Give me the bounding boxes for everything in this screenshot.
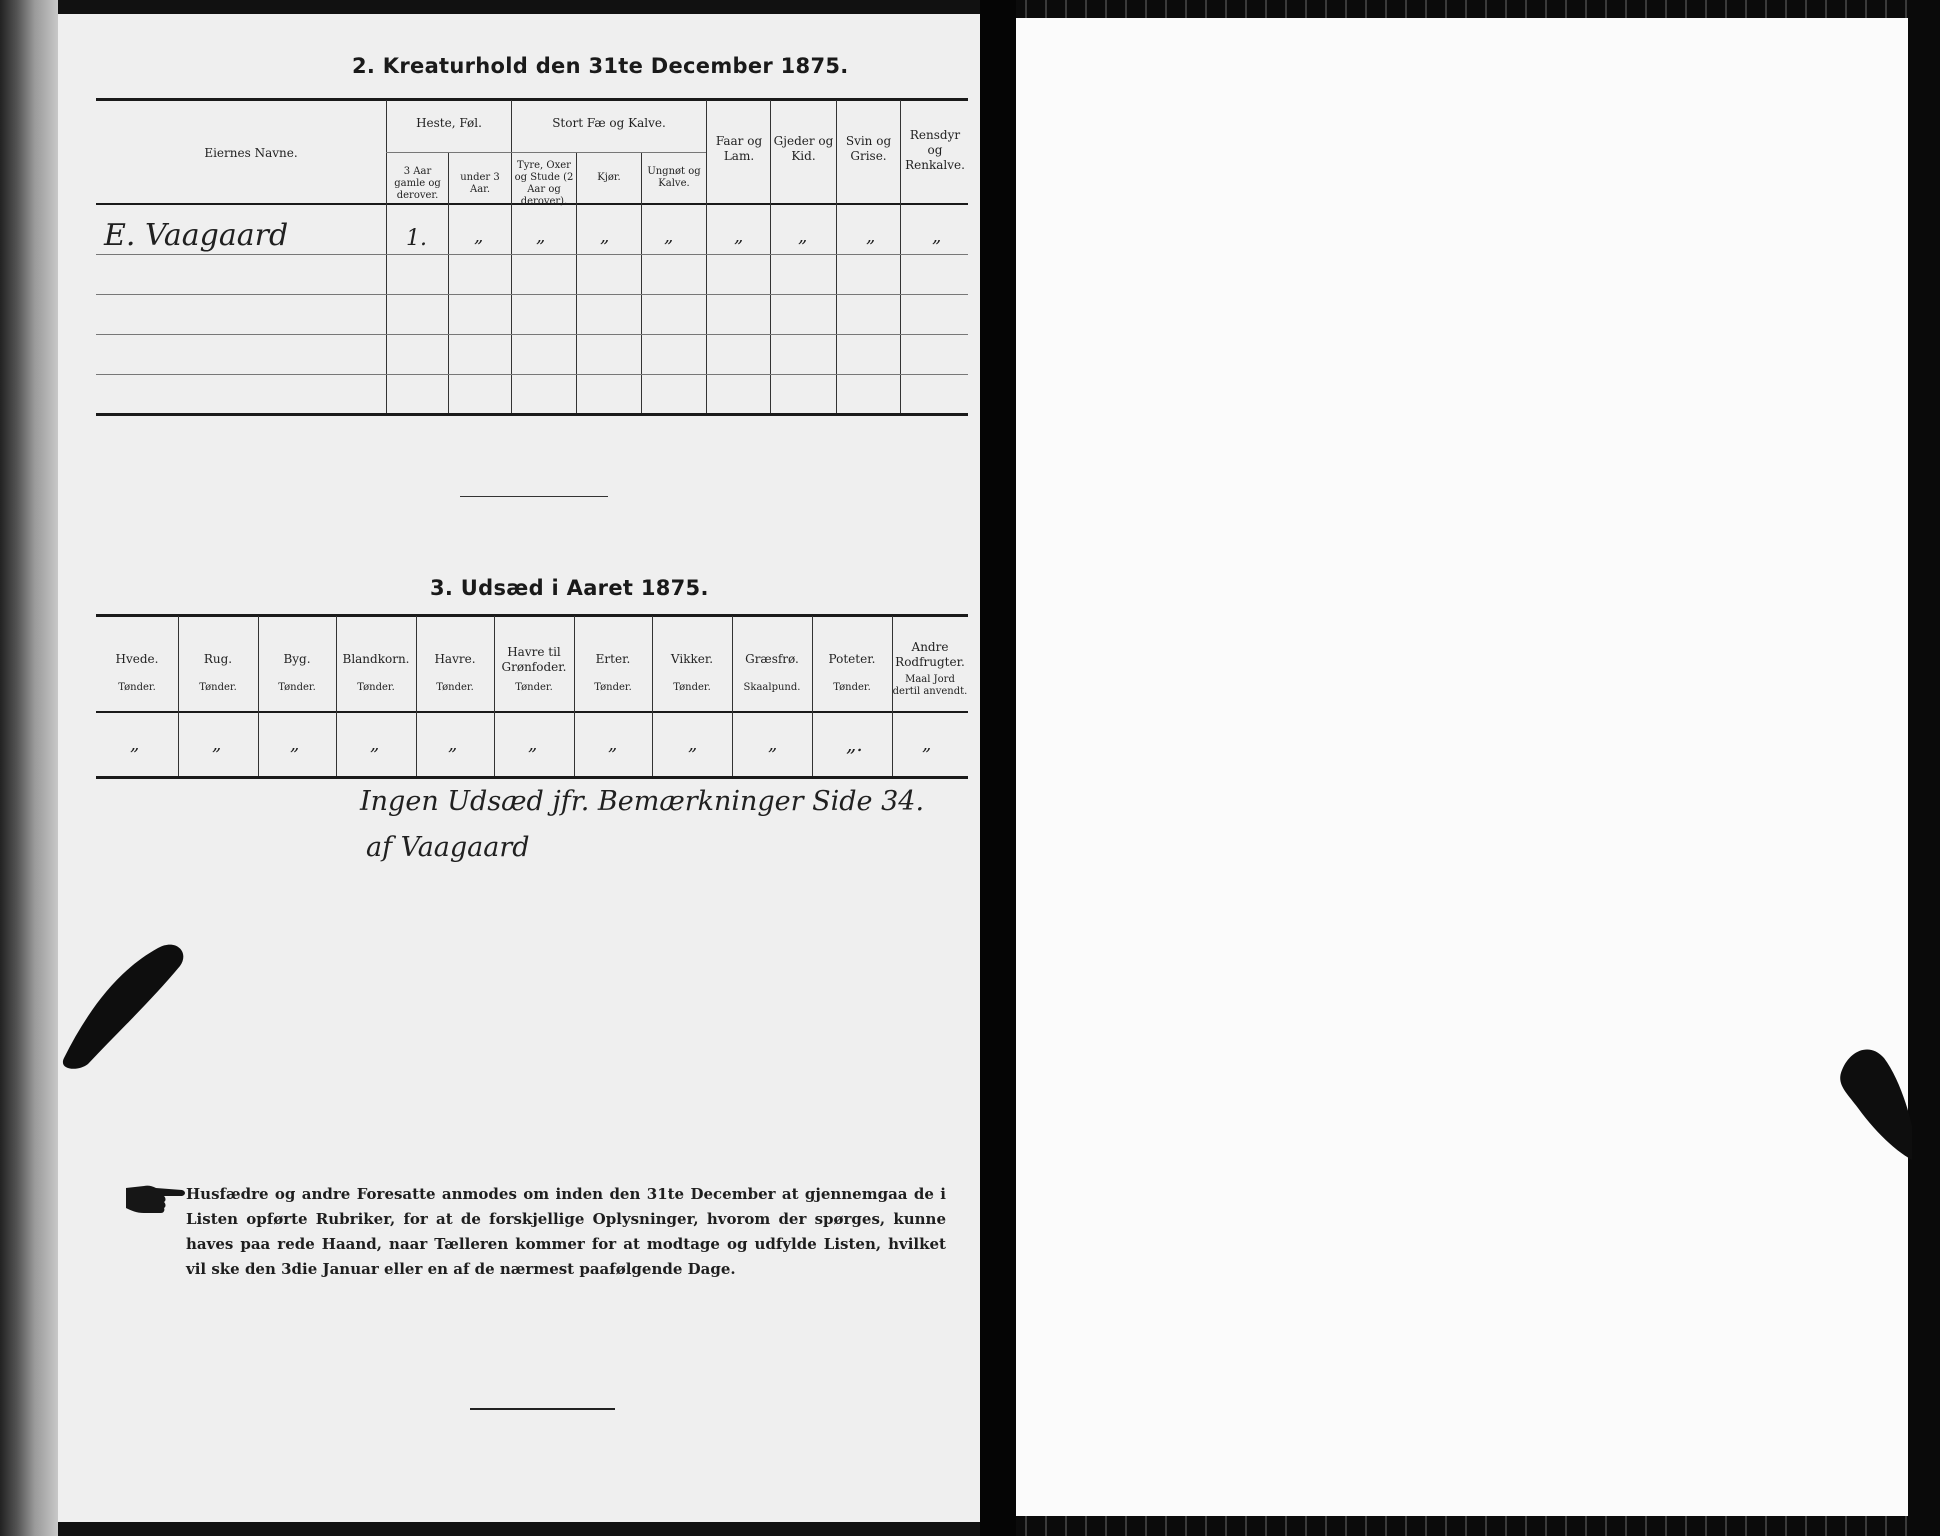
s3-unit-other-roots: Maal Jord dertil anvendt. (892, 674, 968, 697)
col-header-cattle-group: Stort Fæ og Kalve. (552, 116, 666, 130)
s3-col-line (258, 616, 259, 776)
s3-col-green-oats: Havre til Grønfoder. (501, 645, 567, 674)
s3-col-grass-seed: Græsfrø. (745, 652, 799, 666)
s2-row-line (96, 294, 968, 295)
s3-unit-mixed-grain: Tønder. (357, 682, 395, 693)
owner-name-handwritten: E. Vaagaard (104, 218, 289, 253)
section2-bottom-rule (96, 413, 968, 416)
page-gutter (980, 0, 1016, 1536)
s3-value-grass-seed: „ (768, 734, 778, 755)
s3-col-vetch: Vikker. (670, 652, 714, 666)
col-header-pigs: Svin og Grise. (845, 134, 892, 163)
section3-title: 3. Udsæd i Aaret 1875. (430, 576, 709, 600)
page-tab-marker (58, 940, 188, 1070)
cows-value: „ (600, 226, 610, 247)
s3-unit-vetch: Tønder. (673, 682, 711, 693)
section3-bottom-rule (96, 776, 968, 779)
scan-border-right (1908, 0, 1940, 1536)
s3-unit-grass-seed: Skaalpund. (743, 682, 801, 693)
s2-row-line (96, 334, 968, 335)
s3-col-line (178, 616, 179, 776)
s2-subheader-line (511, 152, 706, 153)
s2-row-line (96, 254, 968, 255)
s3-col-wheat: Hvede. (115, 652, 159, 666)
s3-value-oats: „ (448, 734, 458, 755)
col-header-cows: Kjør. (597, 172, 621, 183)
s3-col-barley: Byg. (283, 652, 311, 666)
s3-col-other-roots: Andre Rodfrugter. (895, 640, 965, 669)
s3-col-line (652, 616, 653, 776)
section-separator (460, 496, 608, 497)
s2-col-line (386, 100, 387, 413)
goats-value: „ (798, 226, 808, 247)
handwritten-note-line1: Ingen Udsæd jfr. Bemærkninger Side 34. (360, 786, 925, 817)
col-header-bulls: Tyre, Oxer og Stude (2 Aar og derover). (514, 160, 574, 207)
s3-col-line (336, 616, 337, 776)
col-header-goats: Gjeder og Kid. (773, 134, 834, 163)
footnote-text: Husfædre og andre Foresatte anmodes om inden den 31te December at gjennemgaa de i Listen opførte Rubriker, for at de forskjellige Oplysninger, hvorom der spørges, kunne haves paa rede Haand, naar Tælleren kommer for at modtage og udfylde Listen, hvilket vil ske den 3die Januar eller en af de nærmest paafølgende Dage. (186, 1185, 946, 1278)
s2-col-line (511, 100, 512, 413)
col-header-reindeer: Rensdyr og Renkalve. (905, 128, 965, 172)
s3-unit-wheat: Tønder. (118, 682, 156, 693)
horse-old-value: 1. (406, 226, 427, 251)
s3-value-potatoes: „. (846, 732, 863, 756)
handwritten-note-line2: af Vaagaard (366, 832, 530, 863)
young-cattle-value: „ (664, 226, 674, 247)
s3-value-barley: „ (290, 734, 300, 755)
s3-col-rye: Rug. (203, 652, 233, 666)
page-tab-marker-right (1834, 1030, 1914, 1170)
col-header-horse-old: 3 Aar gamle og derover. (394, 166, 441, 201)
s2-subheader-line (386, 152, 511, 153)
s3-value-vetch: „ (688, 734, 698, 755)
right-page-bottom-edge (1016, 1516, 1908, 1536)
book-spine (0, 0, 58, 1536)
section3-header-rule (96, 711, 968, 713)
right-page-blank (1016, 18, 1908, 1516)
s3-col-line (812, 616, 813, 776)
s3-unit-green-oats: Tønder. (515, 682, 553, 693)
col-header-young-cattle: Ungnøt og Kalve. (647, 166, 701, 189)
s3-col-line (574, 616, 575, 776)
s3-value-mixed-grain: „ (370, 734, 380, 755)
scan-border-top (58, 0, 980, 14)
horse-young-value: „ (474, 226, 484, 247)
s3-col-oats: Havre. (434, 652, 476, 666)
s3-value-wheat: „ (130, 734, 140, 755)
s3-col-potatoes: Poteter. (828, 652, 876, 666)
reindeer-value: „ (932, 226, 942, 247)
sheep-value: „ (734, 226, 744, 247)
s2-row-line (96, 374, 968, 375)
s3-col-mixed-grain: Blandkorn. (342, 652, 410, 666)
s3-unit-barley: Tønder. (278, 682, 316, 693)
col-header-horse-young: under 3 Aar. (460, 172, 500, 195)
bulls-value: „ (536, 226, 546, 247)
scan-border-bottom (58, 1522, 980, 1536)
end-rule (470, 1408, 615, 1410)
s3-value-green-oats: „ (528, 734, 538, 755)
pointing-hand-icon (124, 1182, 186, 1216)
s3-col-peas: Erter. (595, 652, 631, 666)
s3-col-line (732, 616, 733, 776)
s3-value-rye: „ (212, 734, 222, 755)
s3-value-other-roots: „ (922, 734, 932, 755)
col-header-sheep: Faar og Lam. (715, 134, 763, 163)
pigs-value: „ (866, 226, 876, 247)
instruction-footnote (186, 1182, 946, 1282)
section2-title: 2. Kreaturhold den 31te December 1875. (352, 54, 849, 78)
right-page-top-edge (1016, 0, 1908, 18)
s2-col-line (706, 100, 707, 413)
s3-unit-peas: Tønder. (594, 682, 632, 693)
s3-unit-potatoes: Tønder. (833, 682, 871, 693)
col-header-owner: Eiernes Navne. (204, 146, 298, 160)
s3-value-peas: „ (608, 734, 618, 755)
s3-col-line (416, 616, 417, 776)
s3-unit-oats: Tønder. (436, 682, 474, 693)
section2-top-rule (96, 98, 968, 101)
col-header-horses-group: Heste, Føl. (416, 116, 482, 130)
s3-unit-rye: Tønder. (199, 682, 237, 693)
section3-top-rule (96, 614, 968, 617)
s3-col-line (494, 616, 495, 776)
